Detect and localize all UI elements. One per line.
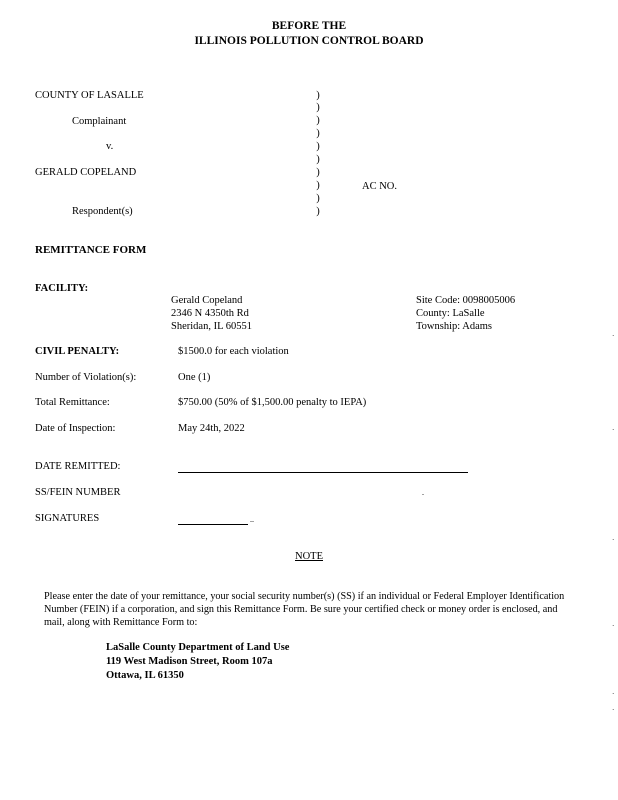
violations-label: Number of Violation(s): [35,372,137,383]
ssfein-label: SS/FEIN NUMBER [35,487,121,498]
complainant-name: COUNTY OF LASALLE [35,90,144,101]
facility-street: 2346 N 4350th Rd [171,308,249,319]
note-body: Please enter the date of your remittance, your social security number(s) (SS) if an individual or Federal Employer Identification Number (FEIN) if a corporation, and sign this Remittance Form. Be sure your certified check or money order is enclosed, and mail, along with Remittance Form to: [44,591,565,628]
caption-paren: ) [316,115,320,126]
date-remitted-label: DATE REMITTED: [35,461,121,472]
signature-line[interactable] [178,524,248,525]
facility-label: FACILITY: [35,283,89,294]
form-title: REMITTANCE FORM [35,244,147,256]
caption-paren: ) [316,180,320,191]
scan-mark: · [612,622,615,630]
signature-dots: .. [250,515,254,524]
inspection-date-value: May 24th, 2022 [178,423,245,434]
caption-paren: ) [316,128,320,139]
violations-value: One (1) [178,372,211,383]
address-line-1: LaSalle County Department of Land Use [106,642,290,653]
facility-city: Sheridan, IL 60551 [171,321,252,332]
complainant-role: Complainant [72,116,127,127]
facility-county: County: LaSalle [416,308,485,319]
inspection-date-label: Date of Inspection: [35,423,116,434]
caption-paren: ) [316,193,320,204]
case-number-label: AC NO. [362,181,398,192]
scan-mark: · [612,536,615,544]
facility-township: Township: Adams [416,321,492,332]
date-remitted-line[interactable] [178,472,468,473]
facility-name: Gerald Copeland [171,295,243,306]
facility-site-code: Site Code: 0098005006 [416,295,516,306]
scan-mark: · [612,690,615,698]
caption-paren: ) [316,206,320,217]
caption-paren: ) [316,154,320,165]
header-line-1: BEFORE THE [271,20,347,32]
respondent-role: Respondent(s) [72,206,133,217]
note-title-wrap [0,551,618,562]
respondent-name: GERALD COPELAND [35,167,137,178]
scan-mark: · [612,706,615,714]
caption-paren: ) [316,90,320,101]
caption-paren: ) [316,141,320,152]
signatures-label: SIGNATURES [35,513,100,524]
civil-penalty-value: $1500.0 for each violation [178,346,289,357]
stray-mark: . [422,488,424,497]
note-title: NOTE [295,551,323,562]
address-line-3: Ottawa, IL 61350 [106,670,184,681]
total-remittance-value: $750.00 (50% of $1,500.00 penalty to IEPA) [178,397,367,408]
caption-paren: ) [316,102,320,113]
versus-text: v. [106,141,114,152]
address-line-2: 119 West Madison Street, Room 107a [106,656,273,667]
scan-mark: · [612,332,615,340]
total-remittance-label: Total Remittance: [35,397,110,408]
civil-penalty-label: CIVIL PENALTY: [35,346,120,357]
scan-mark: · [612,426,615,434]
caption-paren: ) [316,167,320,178]
header-line-2: ILLINOIS POLLUTION CONTROL BOARD [194,35,424,47]
